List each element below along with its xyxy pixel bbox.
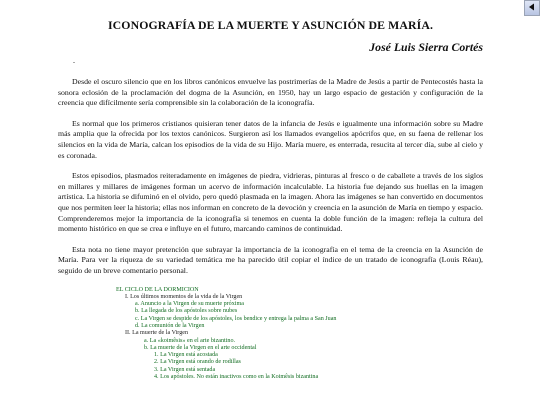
index-heading: EL CICLO DE LA DORMICION bbox=[116, 286, 199, 293]
back-arrow-icon bbox=[527, 0, 537, 17]
index-item: a. Anuncio a la Virgen de su muerte próxima bbox=[135, 301, 244, 308]
index-item: c. La Virgen se despide de los apóstoles, los bendice y entrega la palma a San Juan bbox=[135, 315, 337, 322]
paragraph: Esta nota no tiene mayor pretención que subrayar la importancia de la iconografía en el tema de la creencia en la Asunción de María. Para ver la riqueza de su variedad temática me ha parecido útil copiar el índice de un tratado de iconografía (Louis Réau), seguido de un breve comentario personal. bbox=[58, 244, 483, 275]
body-text bbox=[58, 77, 483, 277]
author-name: José Luis Sierra Cortés bbox=[369, 40, 483, 54]
index-item: b. La llegada de los apóstoles sobre nubes bbox=[135, 308, 238, 315]
index-item: II. La muerte de la Virgen bbox=[125, 330, 189, 337]
separator-dot: . bbox=[73, 56, 75, 65]
index-item: I. Los últimos momentos de la vida de la Virgen bbox=[125, 293, 243, 300]
paragraph: Desde el oscuro silencio que en los libros canónicos envuelve las postrimerías de la Madre de Jesús a partir de Pentecostés hasta la sonora eclosión de la proclamación del dogma de la Asunción, en 1950, hay un largo espacio de gestación y configuración de la creencia que difícilmente sería comprensible sin la colaboración de la iconografía. bbox=[58, 77, 483, 108]
paragraph: Es normal que los primeros cristianos quisieran tener datos de la infancia de Jesús e igualmente una información sobre su Madre más amplia que la ofrecida por los textos canónicos. Surgieron así los llamados evangelios apócrifos que, en su faena de rellenar los silencios en la vida de María, calcan los episodios de la vida de su Hijo. María muere, es enterrada, resucita al tercer día, sube al cielo y es coronada. bbox=[58, 118, 483, 160]
index-item: b. La muerte de la Virgen en el arte occidental bbox=[144, 344, 257, 351]
document-title: ICONOGRAFÍA DE LA MUERTE Y ASUNCIÓN DE MARÍA. bbox=[107, 18, 434, 32]
index-item: 4. Los apóstoles. No están inactivos como en la Koimêsis bizantina bbox=[154, 374, 319, 381]
index-item: a. La «koimêsis» en el arte bizantino. bbox=[144, 337, 236, 344]
index-item: d. La comunión de la Virgen bbox=[135, 322, 205, 329]
index-item: 2. La Virgen está orando de rodillas bbox=[154, 359, 241, 366]
document-page bbox=[58, 17, 483, 381]
back-button[interactable] bbox=[524, 0, 540, 16]
index-item: 3. La Virgen está sentada bbox=[154, 366, 216, 373]
paragraph: Estos episodios, plasmados reiteradamente en imágenes de piedra, vidrieras, pinturas al fresco o de caballete a través de los siglos en millares y millares de imágenes forman un acervo de información incalculable. La historia fue dejando sus huellas en la imagen artística. La historia se difuminó en el olvido, pero quedó plasmada en la imagen. Ahora las imágenes se han convertido en documentos que nos permiten leer la historia; ellas nos informan en concreto de la devoción y creencia en la asunción de María en tiempo y espacio. Comprenderemos mejor la importancia de la iconografía si tenemos en cuenta la doble función de la imagen: refleja la cultura del momento histórico en que se crea e influye en el futuro, marcando caminos de continuidad. bbox=[58, 171, 483, 234]
index-item: 1. La Virgen está acostada bbox=[154, 352, 218, 359]
iconography-index bbox=[116, 287, 483, 382]
